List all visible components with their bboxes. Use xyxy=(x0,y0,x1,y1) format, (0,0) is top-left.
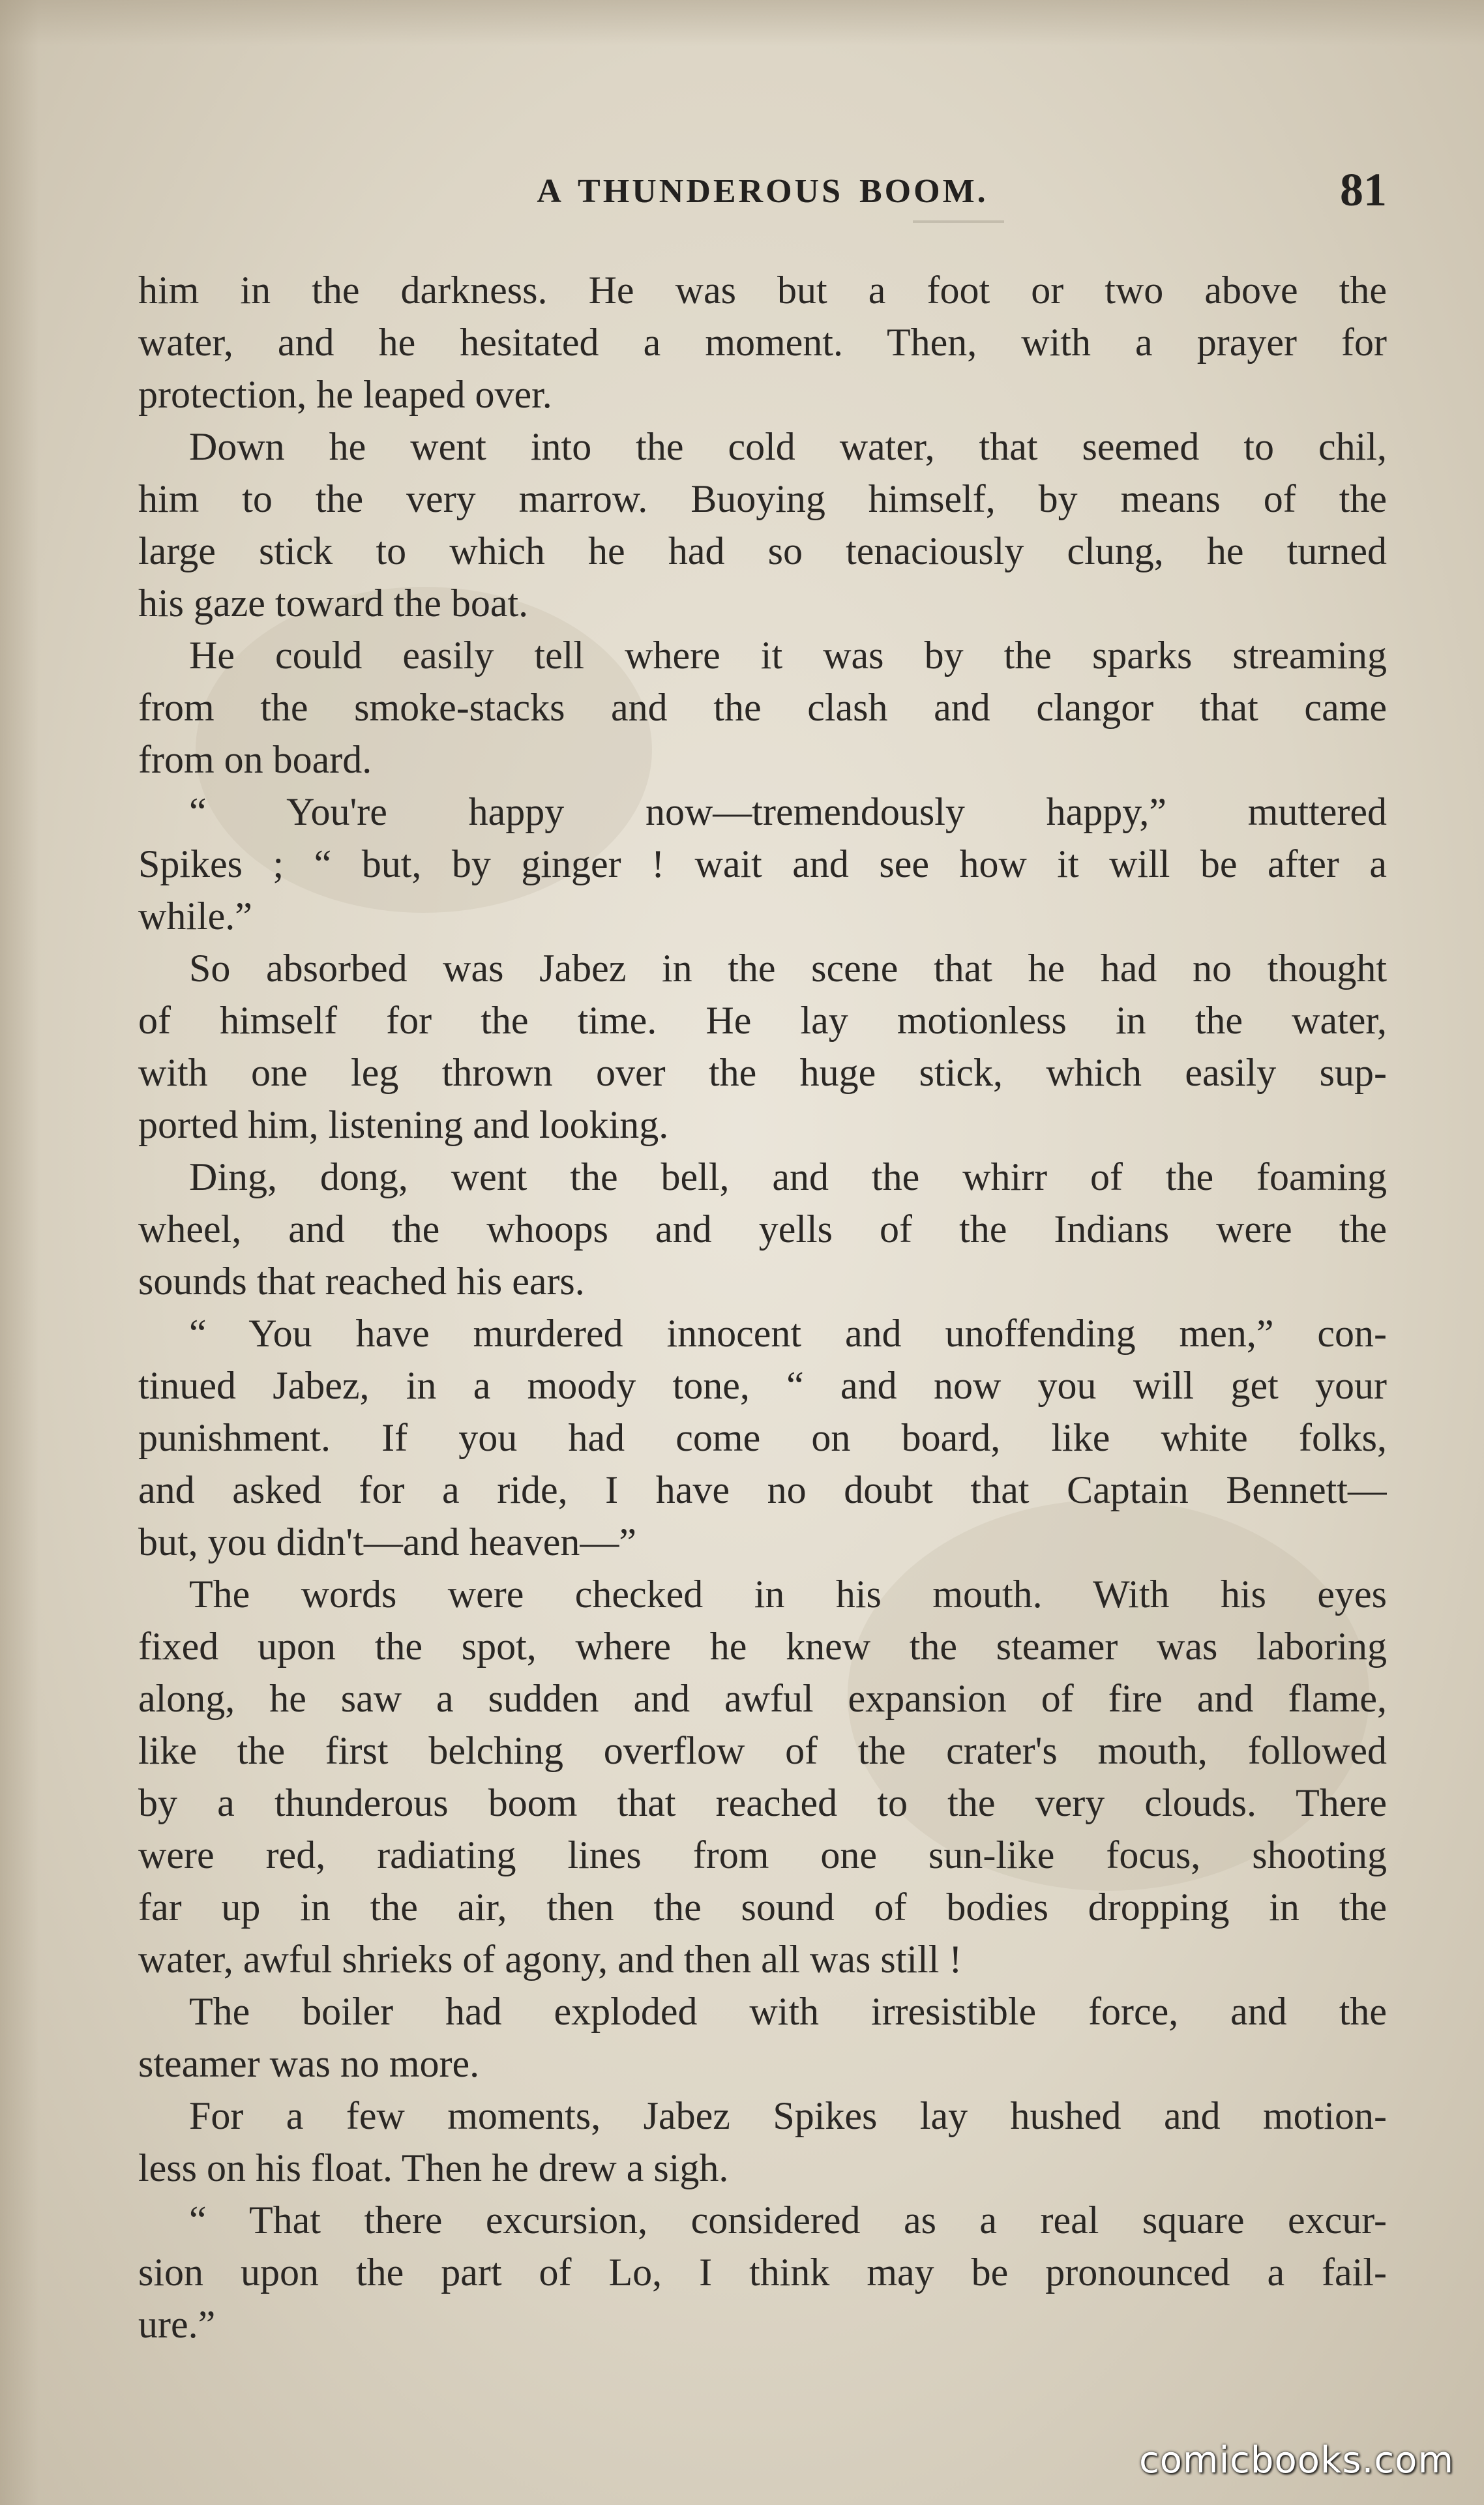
text-line: of himself for the time. He lay motionless in the water, xyxy=(138,999,1387,1042)
text-line: He could easily tell where it was by the sparks streaming xyxy=(189,634,1387,677)
text-line: from the smoke-stacks and the clash and clangor that came xyxy=(138,686,1387,729)
text-line: along, he saw a sudden and awful expansion of fire and flame, xyxy=(138,1677,1387,1720)
running-header xyxy=(138,163,1387,215)
text-line: ported him, listening and looking. xyxy=(138,1103,669,1146)
text-line: him in the darkness. He was but a foot or two above the xyxy=(138,269,1387,312)
running-title: A THUNDEROUS BOOM. xyxy=(537,173,988,210)
paragraph xyxy=(138,942,1387,1151)
text-line: “ You have murdered innocent and unoffending men,” con- xyxy=(189,1312,1387,1355)
text-line: far up in the air, then the sound of bodies dropping in the xyxy=(138,1886,1387,1929)
text-line: with one leg thrown over the huge stick, which easily sup- xyxy=(138,1051,1387,1094)
watermark: comicbooks.com xyxy=(1138,2439,1454,2482)
text-line: steamer was no more. xyxy=(138,2042,480,2085)
paragraph xyxy=(138,786,1387,942)
text-line: punishment. If you had come on board, like white folks, xyxy=(138,1416,1387,1459)
paragraph xyxy=(138,421,1387,629)
text-line: from on board. xyxy=(138,738,372,781)
text-line: less on his float. Then he drew a sigh. xyxy=(138,2146,729,2189)
text-line: “ You're happy now—tremendously happy,” muttered xyxy=(189,790,1387,833)
text-line: his gaze toward the boat. xyxy=(138,582,529,625)
paragraph xyxy=(138,1568,1387,1985)
text-line: water, and he hesitated a moment. Then, with a prayer for xyxy=(138,321,1387,364)
paragraph xyxy=(138,264,1387,421)
text-line: him to the very marrow. Buoying himself, by means of the xyxy=(138,477,1387,520)
text-line: sion upon the part of Lo, I think may be pronounced a fail- xyxy=(138,2251,1387,2294)
text-line: wheel, and the whoops and yells of the Indians were the xyxy=(138,1208,1387,1251)
text-line: For a few moments, Jabez Spikes lay hushed and motion- xyxy=(189,2094,1387,2137)
text-line: large stick to which he had so tenaciously clung, he turned xyxy=(138,529,1387,572)
text-line: like the first belching overflow of the crater's mouth, followed xyxy=(138,1729,1387,1772)
text-line: and asked for a ride, I have no doubt that Captain Bennett— xyxy=(138,1468,1387,1511)
text-line: Spikes ; “ but, by ginger ! wait and see how it will be after a xyxy=(138,842,1387,885)
text-line: were red, radiating lines from one sun-like focus, shooting xyxy=(138,1833,1387,1876)
paragraph xyxy=(138,2090,1387,2194)
text-line: while.” xyxy=(138,895,252,938)
text-line: So absorbed was Jabez in the scene that he had no thought xyxy=(189,947,1387,990)
text-line: Down he went into the cold water, that seemed to chil, xyxy=(189,425,1387,468)
text-line: The boiler had exploded with irresistible force, and the xyxy=(189,1990,1387,2033)
text-line: by a thunderous boom that reached to the very clouds. There xyxy=(138,1781,1387,1824)
text-line: ure.” xyxy=(138,2303,216,2346)
text-line: tinued Jabez, in a moody tone, “ and now you will get your xyxy=(138,1364,1387,1407)
text-line: but, you didn't—and heaven—” xyxy=(138,1520,636,1564)
paragraph xyxy=(138,1307,1387,1568)
paragraph xyxy=(138,629,1387,786)
header-ink-mark xyxy=(913,220,1004,223)
text-line: sounds that reached his ears. xyxy=(138,1260,585,1303)
page-top-shadow xyxy=(0,0,1484,46)
text-line: Ding, dong, went the bell, and the whirr of the foaming xyxy=(189,1155,1387,1198)
page-edge-shadow xyxy=(0,0,39,2505)
paragraph xyxy=(138,1985,1387,2090)
page-number: 81 xyxy=(1340,164,1387,216)
text-line: “ That there excursion, considered as a real square excur- xyxy=(189,2199,1387,2242)
text-line: fixed upon the spot, where he knew the steamer was laboring xyxy=(138,1625,1387,1668)
body-text xyxy=(138,264,1387,2350)
text-line: water, awful shrieks of agony, and then all was still ! xyxy=(138,1938,962,1981)
text-line: The words were checked in his mouth. With his eyes xyxy=(189,1573,1387,1616)
text-line: protection, he leaped over. xyxy=(138,373,552,416)
paragraph xyxy=(138,2194,1387,2350)
paragraph xyxy=(138,1151,1387,1307)
